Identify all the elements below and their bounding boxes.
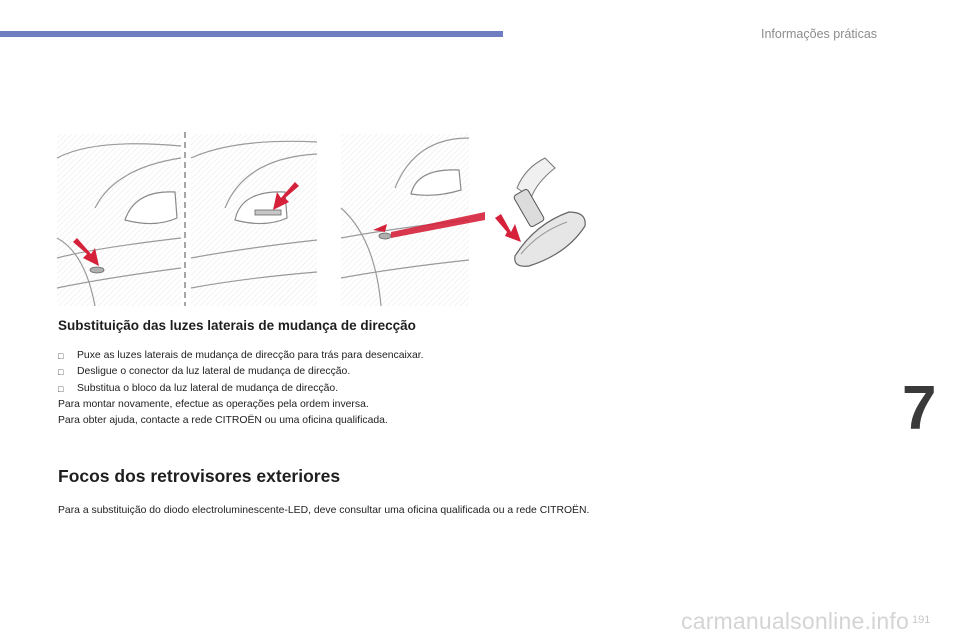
instruction-step xyxy=(58,364,618,380)
watermark: carmanualsonline.info xyxy=(681,608,909,634)
instruction-note: Para montar novamente, efectue as operações pela ordem inversa. xyxy=(58,398,369,410)
turn-signal-replacement-illustration xyxy=(55,128,595,308)
section-title: Informações práticas xyxy=(761,27,878,41)
section-heading-mirror-lights: Focos dos retrovisores exteriores xyxy=(58,466,341,486)
header-accent-bar xyxy=(0,31,503,37)
chapter-number: 7 xyxy=(902,374,937,443)
instruction-note: Para obter ajuda, contacte a rede CITROËN ou uma oficina qualificada. xyxy=(58,415,388,427)
instruction-text: Puxe as luzes laterais de mudança de direcção para trás para desencaixar. xyxy=(77,350,424,361)
car-side-view-panel-2 xyxy=(191,134,317,306)
mirror-lights-paragraph: Para a substituição do diodo electroluminescente-LED, deve consultar uma oficina qualificada ou a rede CITROËN. xyxy=(58,505,590,516)
checkbox-square-icon: □ xyxy=(58,383,64,394)
instruction-step xyxy=(58,348,618,364)
section-heading-turn-signals: Substituição das luzes laterais de mudança de direcção xyxy=(58,318,416,333)
checkbox-square-icon: □ xyxy=(58,351,64,361)
car-side-view-panel-3 xyxy=(341,134,485,306)
instruction-text: Substitua o bloco da luz lateral de mudança de direcção. xyxy=(77,382,339,394)
instruction-text: Desligue o conector da luz lateral de mudança de direcção. xyxy=(77,366,351,378)
checkbox-square-icon: □ xyxy=(58,367,64,378)
turn-signal-lamp-detail xyxy=(495,158,585,266)
turn-signal-instructions xyxy=(58,348,618,429)
instruction-step xyxy=(58,381,618,397)
twist-arrow-icon xyxy=(495,214,521,242)
page-number: 191 xyxy=(912,614,931,626)
car-side-view-panel-1 xyxy=(57,134,181,306)
